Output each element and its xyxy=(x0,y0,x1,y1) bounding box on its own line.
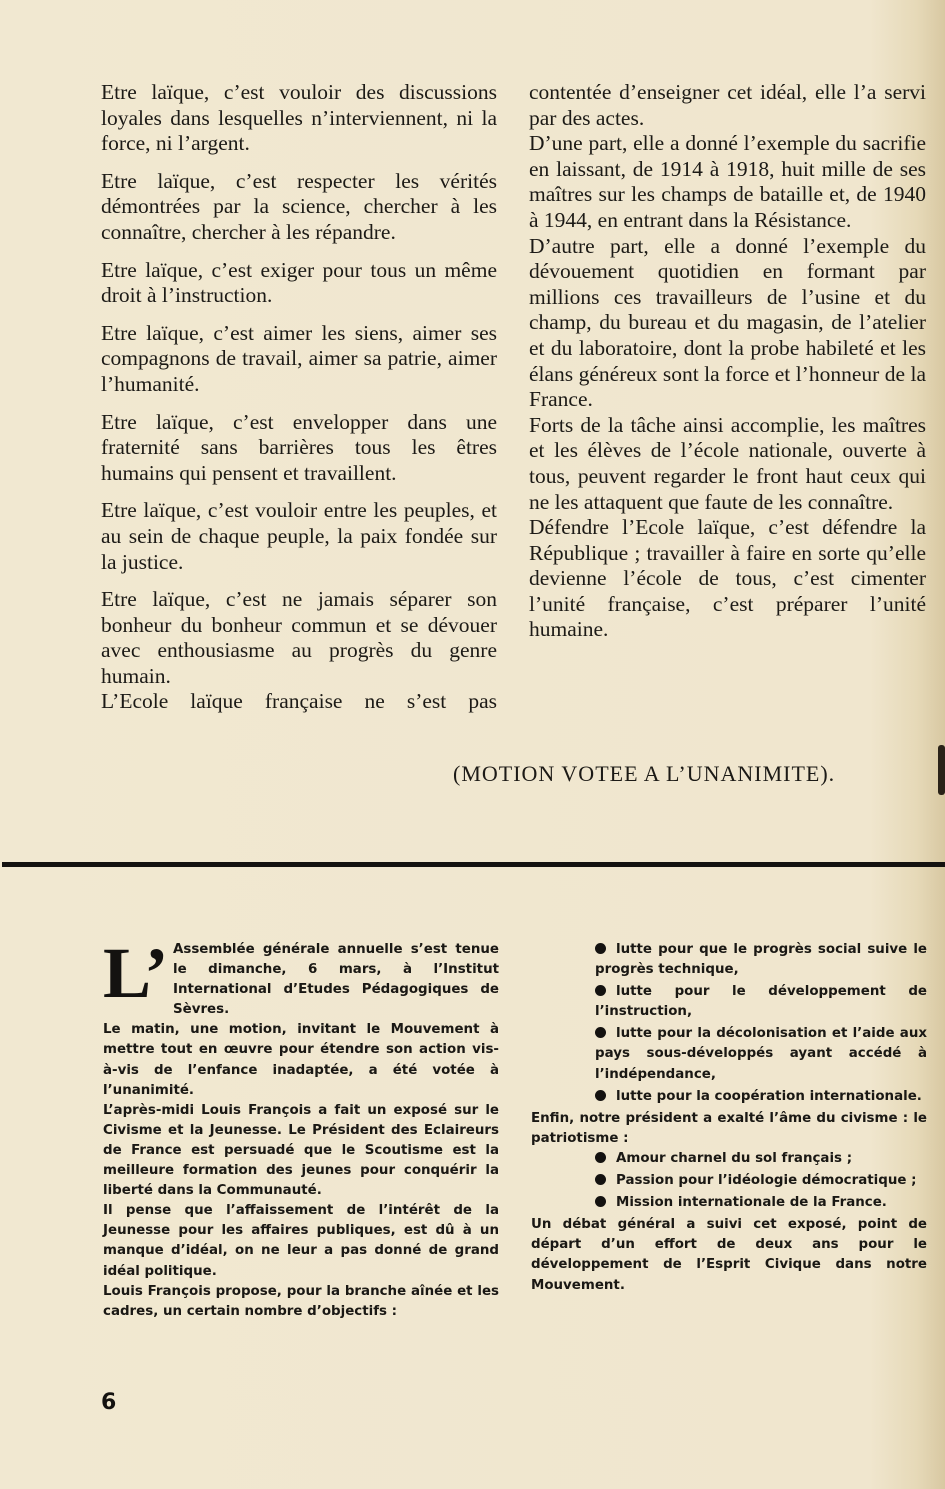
paragraph: Forts de la tâche ainsi accomplie, les maîtres et les élèves de l’école nationale, ouverte à tous, peuvent regarder le front haut ceux qui ne les attaquent que faute de les connaître. xyxy=(529,412,926,514)
paragraph: L’après-midi Louis François a fait un exposé sur le Civisme et la Jeunesse. Le Président des Eclaireurs de France est persuadé que le Scoutisme est la meilleure formation des jeunes pour conquérir la liberté dans la Communauté. xyxy=(103,1102,499,1199)
lead-paragraph xyxy=(103,933,499,1020)
paragraph: L’Ecole laïque française ne s’est pas xyxy=(101,689,497,714)
bullet-icon xyxy=(595,1196,606,1207)
patriotism-list xyxy=(595,1149,927,1213)
section-divider xyxy=(2,862,945,867)
bullet-icon xyxy=(595,943,606,954)
list-item: Passion pour l’idéologie démocratique ; xyxy=(595,1171,927,1191)
paragraph: Défendre l’Ecole laïque, c’est défendre la République ; travailler à faire en sorte qu’elle devienne l’école de tous, c’est cimenter l’unité française, c’est préparer l’unité humaine. xyxy=(529,515,926,642)
paragraph: Etre laïque, c’est vouloir entre les peuples, et au sein de chaque peuple, la paix fondée sur la justice. xyxy=(101,498,497,574)
paragraph: Etre laïque, c’est ne jamais séparer son bonheur du bonheur commun et se dévouer avec enthousiasme au progrès du genre humain. xyxy=(101,587,497,688)
paragraph: Etre laïque, c’est exiger pour tous un même droit à l’instruction. xyxy=(101,257,497,308)
list-item: lutte pour que le progrès social suive le progrès technique, xyxy=(595,942,927,978)
paragraph: Il pense que l’affaissement de l’intérêt de la Jeunesse pour les affaires publiques, est dû à un manque d’idéal, on ne leur a pas donné de grand idéal politique. xyxy=(103,1203,499,1279)
page-number: 6 xyxy=(101,1390,117,1415)
paragraph: contentée d’enseigner cet idéal, elle l’a servi par des actes. xyxy=(529,80,926,130)
top-left-column xyxy=(101,80,497,727)
bottom-left-column xyxy=(103,933,499,1322)
paragraph: Un débat général a suivi cet exposé, point de départ d’un effort de deux ans pour le développement de l’Esprit Civique dans notre Mouvement. xyxy=(531,1217,927,1293)
paragraph: Etre laïque, c’est envelopper dans une fraternité sans barrières tous les êtres humains qui pensent et travaillent. xyxy=(101,409,497,485)
list-item: Mission internationale de la France. xyxy=(595,1193,927,1213)
paragraph: Enfin, notre président a exalté l’âme du civisme : le patriotisme : xyxy=(531,1110,927,1146)
bullet-icon xyxy=(595,1090,606,1101)
paragraph: Etre laïque, c’est vouloir des discussions loyales dans lesquelles n’interviennent, ni la force, ni l’argent. xyxy=(101,80,497,156)
bullet-icon xyxy=(595,985,606,996)
paragraph: Etre laïque, c’est aimer les siens, aimer ses compagnons de travail, aimer sa patrie, aimer l’humanité. xyxy=(101,320,497,396)
paragraph: Assemblée générale annuelle s’est tenue le dimanche, 6 mars, à l’Institut International d’Etudes Pédagogiques de Sèvres. xyxy=(173,942,499,1018)
paragraph: Etre laïque, c’est respecter les vérités démontrées par la science, chercher à les connaître, chercher à les répandre. xyxy=(101,168,497,244)
paragraph: Louis François propose, pour la branche aînée et les cadres, un certain nombre d’objectifs : xyxy=(103,1283,499,1319)
bullet-icon xyxy=(595,1152,606,1163)
list-item: lutte pour le développement de l’instruction, xyxy=(595,984,927,1020)
paragraph: D’autre part, elle a donné l’exemple du dévouement quotidien en formant par millions ces travailleurs de l’usine et du champ, du bureau et du magasin, de l’atelier et du laboratoire, dont la probe habileté et les élans généreux sont la force et l’honneur de la France. xyxy=(529,233,926,412)
bullet-icon xyxy=(595,1174,606,1185)
motion-note: (MOTION VOTEE A L’UNANIMITE). xyxy=(453,761,836,786)
list-item: lutte pour la coopération internationale. xyxy=(595,1087,927,1107)
objectives-list xyxy=(595,940,927,1107)
top-right-column xyxy=(529,80,926,643)
paragraph: Le matin, une motion, invitant le Mouvement à mettre tout en œuvre pour étendre son action vis-à-vis de l’enfance inadaptée, a été votée à l’unanimité. xyxy=(103,1022,499,1098)
drop-cap: L’ xyxy=(103,933,169,1013)
binding-edge-mark xyxy=(938,745,945,795)
bottom-right-column xyxy=(531,940,927,1296)
paragraph: D’une part, elle a donné l’exemple du sacrifie en laissant, de 1914 à 1918, huit mille de ses maîtres sur les champs de bataille et, de 1940 à 1944, en entrant dans la Résistance. xyxy=(529,131,926,232)
list-item: lutte pour la décolonisation et l’aide aux pays sous-développés ayant accédé à l’indépendance, xyxy=(595,1026,927,1082)
bullet-icon xyxy=(595,1027,606,1038)
list-item: Amour charnel du sol français ; xyxy=(595,1149,927,1169)
